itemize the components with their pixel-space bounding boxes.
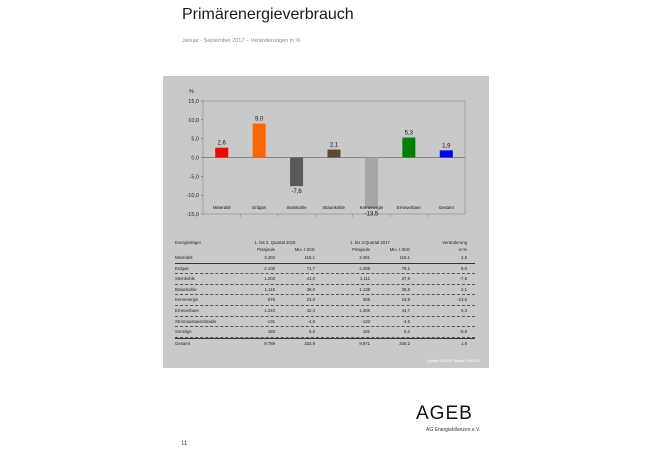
- table-row: [175, 274, 475, 285]
- x-tick-label: Mineralöl: [212, 205, 231, 210]
- data-label: -7,6: [291, 189, 302, 196]
- table-cell-ske16: 41,0: [306, 276, 315, 282]
- bar-mineralöl: [215, 148, 228, 158]
- table-cell-name: Braunkohle: [175, 286, 197, 292]
- table-cell-name: Kernenergie: [175, 297, 199, 303]
- table-cell-ske17: 37,9: [401, 276, 410, 282]
- table-cell-pj17: 585: [362, 297, 370, 303]
- page-number: 11: [181, 441, 188, 447]
- total-ske-2016: 333,9: [304, 340, 315, 346]
- bar-gesamt: [440, 150, 453, 157]
- table-cell-chg: -0,9: [459, 329, 467, 335]
- table-cell-name: Sonstige: [175, 329, 192, 335]
- x-tick-label: Braunkohle: [323, 205, 345, 210]
- bar-steinkohle: [290, 158, 303, 187]
- y-tick-label: 15,0: [188, 99, 199, 105]
- table-group-2016: 1. bis 3. Quartal 2016: [254, 240, 296, 245]
- table-cell-ske16: 116,1: [304, 255, 315, 260]
- table-group-2017: 1. bis 3.Quartal 2017: [350, 240, 390, 245]
- table-row: [175, 306, 475, 317]
- table-row: [175, 295, 475, 306]
- data-label: 2,1: [329, 142, 339, 149]
- y-tick-label: -10,0: [186, 193, 199, 200]
- table-cell-pj17: 181: [362, 329, 370, 335]
- x-tick-label: Gesamt: [438, 205, 454, 210]
- ageb-logo: AGEB: [416, 403, 473, 424]
- table-row: [175, 264, 475, 275]
- table-cell-pj16: 183: [267, 329, 275, 335]
- table-cell-pj16: 3.403: [264, 255, 275, 260]
- y-tick-label: 0,0: [191, 155, 199, 162]
- data-label: 2,6: [217, 140, 226, 147]
- table-cell-pj16: 1.243: [264, 307, 275, 313]
- table-total-row: [175, 338, 475, 349]
- table-col-energy: Energieträger: [175, 240, 202, 245]
- table-cell-ske17: 6,2: [404, 329, 410, 335]
- table-cell-pj17: 1.309: [359, 307, 370, 313]
- x-tick-label: Erdgas: [252, 205, 266, 210]
- table-cell-pj17: 2.289: [359, 265, 370, 271]
- table-cell-name: Erneuerbare: [175, 307, 199, 313]
- table-cell-ske17: 19,9: [401, 297, 410, 303]
- table-cell-ske16: 71,7: [306, 265, 315, 271]
- unit-pj-2017: Petajoule: [352, 247, 370, 252]
- unit-pj-2016: Petajoule: [257, 247, 275, 252]
- table-row: [175, 327, 475, 338]
- bar-braunkohle: [328, 150, 341, 158]
- unit-ske-2016: Mio. t SKE: [294, 247, 315, 252]
- table-cell-pj17: 3.491: [359, 255, 370, 260]
- total-pj-2016: 9.789: [264, 340, 275, 346]
- x-tick-label: Erneuerbare: [396, 205, 421, 210]
- bar-kernenergie: [365, 158, 378, 209]
- source-note: Quelle: AGEB, Stand: 10/2017: [426, 358, 481, 363]
- chart-panel: [163, 76, 489, 368]
- x-tick-label: Steinkohle: [286, 205, 307, 210]
- bar-erneuerbare: [402, 138, 415, 158]
- page-subtitle: Januar - September 2017 – Veränderungen in %: [182, 38, 301, 44]
- page-title: Primärenergieverbrauch: [182, 6, 354, 23]
- table-cell-name: Steinkohle: [175, 276, 196, 282]
- table-cell-name: Mineralöl: [175, 255, 193, 260]
- table-cell-ske17: -4,5: [402, 318, 410, 324]
- table-cell-ske16: -4,5: [307, 318, 315, 324]
- table-cell-chg: 5,3: [461, 307, 467, 313]
- table-cell-name: Erdgas: [175, 265, 189, 271]
- table-row: [175, 285, 475, 296]
- unit-change: in %: [458, 247, 467, 252]
- data-table: [175, 238, 475, 348]
- y-unit-label: %: [189, 89, 194, 95]
- table-group-change: Veränderung: [442, 240, 467, 245]
- y-tick-label: 10,0: [188, 117, 199, 124]
- table-cell-chg: 9,0: [461, 265, 467, 271]
- table-cell-chg: 2,1: [461, 286, 467, 292]
- total-name: Gesamt: [175, 340, 191, 346]
- table-cell-ske16: 42,4: [306, 307, 315, 313]
- table-cell-pj17: -133: [361, 318, 370, 324]
- total-change: 1,9: [461, 340, 467, 346]
- y-tick-label: -15,0: [186, 212, 199, 218]
- table-cell-ske17: 119,1: [399, 255, 410, 260]
- y-tick-label: 5,0: [191, 136, 199, 143]
- bar-chart: [163, 76, 489, 236]
- table-cell-ske16: 38,0: [306, 286, 315, 292]
- total-pj-2017: 9.971: [359, 340, 370, 346]
- table-cell-ske16: 6,2: [309, 329, 315, 335]
- table-cell-ske17: 78,1: [401, 265, 410, 271]
- table-cell-chg: 2,6: [461, 255, 467, 260]
- ageb-logo-subtitle: AG Energiebilanzen e.V.: [426, 427, 481, 433]
- unit-ske-2017: Mio. t SKE: [389, 247, 410, 252]
- table-cell-chg: -7,6: [459, 276, 467, 282]
- table-cell-pj16: -131: [266, 318, 275, 324]
- table-header-row: [175, 238, 475, 247]
- data-label: 5,3: [404, 130, 414, 137]
- table-cell-ske17: 38,8: [401, 286, 410, 292]
- table-cell-pj16: 676: [267, 297, 275, 303]
- table-cell-ske17: 44,7: [401, 307, 410, 313]
- data-label: 9,0: [254, 116, 264, 123]
- table-cell-chg: -13,5: [457, 297, 467, 303]
- table-row: [175, 253, 475, 264]
- data-label: -13,5: [364, 211, 379, 218]
- total-ske-2017: 340,2: [399, 340, 410, 346]
- x-tick-label: Kernenergie: [359, 205, 384, 210]
- bar-erdgas: [253, 124, 266, 158]
- table-cell-pj16: 1.115: [264, 286, 275, 292]
- table-row: [175, 317, 475, 328]
- table-cell-pj16: 2.100: [264, 265, 275, 271]
- table-cell-pj16: 1.203: [264, 276, 275, 282]
- table-cell-ske16: 23,0: [306, 297, 315, 303]
- table-cell-pj17: 1.138: [359, 286, 370, 292]
- data-label: 1,9: [442, 143, 451, 150]
- table-cell-name: Stromaustauschsaldo: [175, 318, 217, 324]
- y-tick-label: -5,0: [189, 174, 199, 181]
- table-cell-pj17: 1.111: [359, 276, 370, 282]
